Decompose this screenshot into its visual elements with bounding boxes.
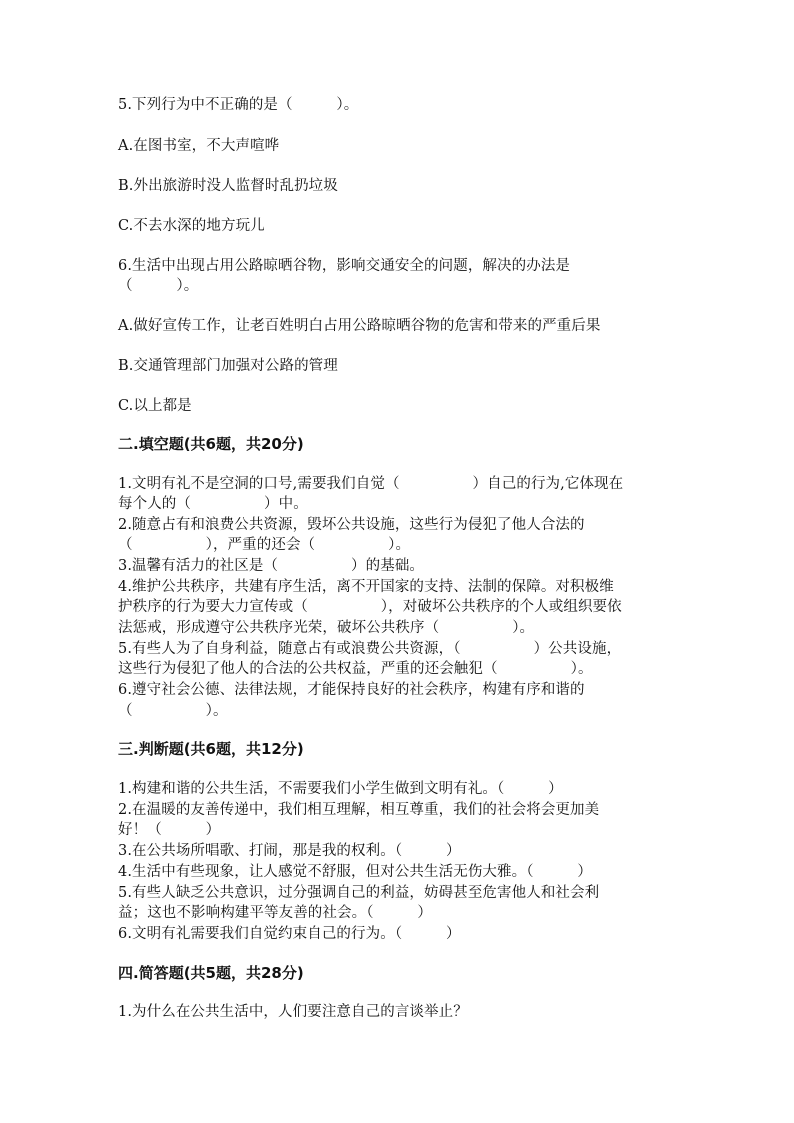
q6-stem-line-2: （ ）。: [118, 278, 199, 294]
fill-blank-line: 这些行为侵犯了他人的合法的公共权益，严重的还会触犯（ ）。: [118, 661, 593, 677]
q5-option-a: A.在图书室，不大声喧哗: [118, 138, 280, 154]
q6-option-b: B.交通管理部门加强对公路的管理: [118, 358, 338, 374]
fill-blank-line: 每个人的（ ）中。: [118, 496, 308, 512]
short-answer-q1: 1.为什么在公共生活中，人们要注意自己的言谈举止？: [118, 1004, 468, 1020]
q6-option-c: C.以上都是: [118, 398, 192, 414]
fill-blank-line: 2.随意占有和浪费公共资源，毁坏公共设施，这些行为侵犯了他人合法的: [118, 517, 585, 533]
fill-blank-line: 1.文明有礼不是空洞的口号,需要我们自觉（ ）自己的行为,它体现在: [118, 476, 624, 492]
true-false-line: 5.有些人缺乏公共意识，过分强调自己的利益，妨碍甚至危害他人和社会利: [118, 885, 600, 901]
fill-blank-line: 法惩戒，形成遵守公共秩序光荣，破坏公共秩序（ ）。: [118, 620, 535, 636]
fill-blank-line: 5.有些人为了自身利益，随意占有或浪费公共资源，（ ）公共设施，: [118, 641, 622, 657]
section-heading-short-answer: 四.简答题(共5题，共28分): [118, 964, 304, 982]
true-false-line: 2.在温暖的友善传递中，我们相互理解，相互尊重，我们的社会将会更加美: [118, 802, 600, 818]
true-false-line: 3.在公共场所唱歌、打闹，那是我的权利。（ ）: [118, 843, 461, 859]
fill-blank-line: （ ）。: [118, 703, 228, 719]
q6-option-a: A.做好宣传工作，让老百姓明白占用公路晾晒谷物的危害和带来的严重后果: [118, 318, 601, 334]
section-heading-fill-blank: 二.填空题(共6题，共20分): [118, 435, 304, 453]
true-false-line: 6.文明有礼需要我们自觉约束自己的行为。（ ）: [118, 926, 461, 942]
q5-stem: 5.下列行为中不正确的是（ ）。: [118, 97, 359, 113]
true-false-line: 益；这也不影响构建平等友善的社会。（ ）: [118, 905, 432, 921]
fill-blank-line: 护秩序的行为要大力宣传或（ ），对破坏公共秩序的个人或组织要依: [118, 599, 622, 615]
q5-option-b: B.外出旅游时没人监督时乱扔垃圾: [118, 178, 338, 194]
fill-blank-line: 4.维护公共秩序，共建有序生活，离不开国家的支持、法制的保障。对积极维: [118, 579, 614, 595]
q5-option-c: C.不去水深的地方玩儿: [118, 218, 265, 234]
true-false-line: 4.生活中有些现象，让人感觉不舒服，但对公共生活无伤大雅。（ ）: [118, 864, 592, 880]
q6-stem-line-1: 6.生活中出现占用公路晾晒谷物，影响交通安全的问题，解决的办法是: [118, 258, 571, 274]
true-false-line: 好！（ ）: [118, 822, 221, 838]
fill-blank-line: 6.遵守社会公德、法律法规，才能保持良好的社会秩序，构建有序和谐的: [118, 682, 585, 698]
true-false-line: 1.构建和谐的公共生活，不需要我们小学生做到文明有礼。（ ）: [118, 781, 563, 797]
fill-blank-line: 3.温馨有活力的社区是（ ）的基础。: [118, 558, 425, 574]
fill-blank-line: （ ），严重的还会（ ）。: [118, 537, 411, 553]
section-heading-true-false: 三.判断题(共6题，共12分): [118, 740, 304, 758]
